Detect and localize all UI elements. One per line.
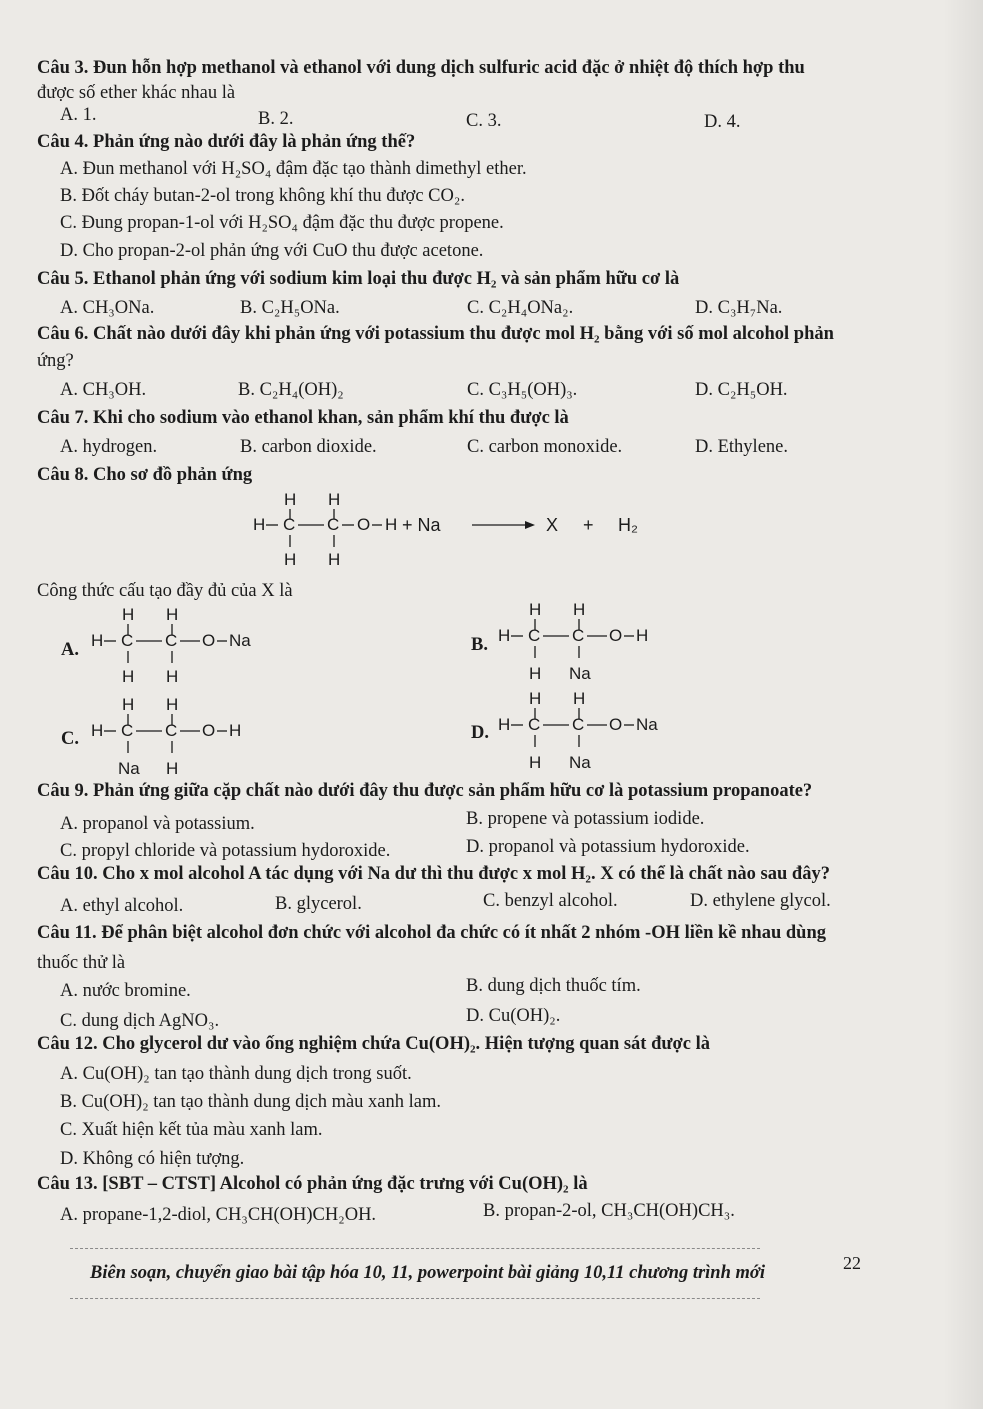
q10-option-b: B. glycerol. — [275, 894, 362, 914]
q7-option-c: C. carbon monoxide. — [467, 437, 623, 457]
q10-option-d: D. ethylene glycol. — [690, 891, 831, 911]
q13-title: Câu 13. [SBT – CTST] Alcohol có phản ứng đặc trưng với Cu(OH)₂ là — [37, 1174, 588, 1194]
q13-option-b: B. propan-2-ol, CH₃CH(OH)CH₃. — [483, 1201, 735, 1221]
q5-option-c: C. C₂H₄ONa₂. — [467, 298, 574, 318]
atom-h: H — [229, 721, 242, 740]
atom-h: H — [573, 600, 586, 619]
q8-option-a-label: A. — [61, 640, 79, 660]
q13-option-a: A. propane-1,2-diol, CH₃CH(OH)CH₂OH. — [60, 1205, 377, 1225]
product-x: X — [546, 515, 559, 535]
atom-c: C — [327, 515, 340, 534]
q12-title: Câu 12. Cho glycerol dư vào ống nghiệm chứa Cu(OH)₂. Hiện tượng quan sát được là — [37, 1034, 710, 1054]
q6-line1: Câu 6. Chất nào dưới đây khi phản ứng với potassium thu được mol H₂ bằng với số mol alcohol phản — [37, 324, 834, 344]
q3-line2: được số ether khác nhau là — [37, 83, 236, 103]
q6-line2: ứng? — [37, 351, 74, 371]
q5-option-b: B. C₂H₅ONa. — [240, 298, 340, 318]
q8-prompt: Công thức cấu tạo đầy đủ của X là — [37, 581, 293, 601]
atom-h: H — [385, 515, 398, 534]
q8-option-d-structure — [495, 686, 695, 778]
q11-option-d: D. Cu(OH)₂. — [466, 1006, 561, 1026]
q12-option-c: C. Xuất hiện kết tủa màu xanh lam. — [60, 1120, 323, 1140]
reaction-arrow-icon — [525, 521, 535, 529]
atom-h: H — [498, 715, 511, 734]
q6-option-c: C. C₃H₅(OH)₃. — [467, 380, 578, 400]
atom-o: O — [357, 515, 371, 534]
atom-h: H — [91, 721, 104, 740]
q6-option-a: A. CH₃OH. — [60, 380, 147, 400]
atom-o: O — [609, 626, 623, 645]
atom-c: C — [528, 715, 541, 734]
q11-line1: Câu 11. Để phân biệt alcohol đơn chức với alcohol đa chức có ít nhất 2 nhóm -OH liền kề nhau dùng — [37, 923, 826, 943]
q8-option-c-structure — [88, 692, 288, 784]
atom-h: H — [529, 753, 542, 772]
footer-text: Biên soạn, chuyển giao bài tập hóa 10, 11, powerpoint bài giảng 10,11 chương trình mới — [90, 1263, 765, 1283]
atom-h: H — [529, 664, 542, 683]
q3-line1: Câu 3. Đun hỗn hợp methanol và ethanol với dung dịch sulfuric acid đặc ở nhiệt độ thích hợp thu — [37, 58, 805, 78]
q11-option-b: B. dung dịch thuốc tím. — [466, 976, 641, 996]
atom-o: O — [202, 721, 216, 740]
q12-option-a: A. Cu(OH)₂ tan tạo thành dung dịch trong suốt. — [60, 1064, 412, 1084]
q9-option-a: A. propanol và potassium. — [60, 814, 255, 834]
q5-option-a: A. CH₃ONa. — [60, 298, 155, 318]
q3-option-a: A. 1. — [60, 105, 97, 125]
q7-title: Câu 7. Khi cho sodium vào ethanol khan, sản phẩm khí thu được là — [37, 408, 569, 428]
atom-na: Na — [569, 664, 591, 683]
atom-na: Na — [118, 759, 140, 778]
q4-option-d: D. Cho propan-2-ol phản ứng với CuO thu được acetone. — [60, 241, 484, 261]
q3-option-b: B. 2. — [258, 109, 294, 129]
atom-h: H — [253, 515, 266, 534]
q8-option-a-structure — [88, 602, 288, 692]
atom-h: H — [284, 490, 297, 509]
atom-h: H — [166, 759, 179, 778]
atom-h: H — [122, 695, 135, 714]
q7-option-d: D. Ethylene. — [695, 437, 788, 457]
atom-c: C — [283, 515, 296, 534]
atom-na: Na — [229, 631, 251, 650]
atom-h: H — [122, 605, 135, 624]
atom-h: H — [529, 689, 542, 708]
atom-c: C — [121, 631, 134, 650]
q12-option-b: B. Cu(OH)₂ tan tạo thành dung dịch màu xanh lam. — [60, 1092, 442, 1112]
q3-option-c: C. 3. — [466, 111, 502, 131]
reaction-scheme — [250, 485, 670, 575]
atom-c: C — [121, 721, 134, 740]
atom-h: H — [122, 667, 135, 686]
q8-title: Câu 8. Cho sơ đồ phản ứng — [37, 465, 253, 485]
q6-option-d: D. C₂H₅OH. — [695, 380, 788, 400]
q9-option-c: C. propyl chloride và potassium hydoroxide. — [60, 841, 391, 861]
footer-divider-bottom — [70, 1298, 760, 1299]
q11-line2: thuốc thử là — [37, 953, 126, 973]
atom-h: H — [328, 490, 341, 509]
q7-option-a: A. hydrogen. — [60, 437, 158, 457]
atom-h: H — [91, 631, 104, 650]
atom-o: O — [202, 631, 216, 650]
atom-na: Na — [569, 753, 591, 772]
q12-option-d: D. Không có hiện tượng. — [60, 1149, 245, 1169]
q4-option-a: A. Đun methanol với H₂SO₄ đậm đặc tạo thành dimethyl ether. — [60, 159, 527, 179]
footer-divider-top — [70, 1248, 760, 1249]
atom-c: C — [528, 626, 541, 645]
atom-na: Na — [636, 715, 658, 734]
q5-title: Câu 5. Ethanol phản ứng với sodium kim loại thu được H₂ và sản phẩm hữu cơ là — [37, 269, 680, 289]
atom-c: C — [572, 626, 585, 645]
product-h2: H₂ — [618, 515, 638, 535]
q9-title: Câu 9. Phản ứng giữa cặp chất nào dưới đây thu được sản phẩm hữu cơ là potassium propanoate? — [37, 781, 813, 801]
q10-title: Câu 10. Cho x mol alcohol A tác dụng với Na dư thì thu được x mol H₂. X có thể là chất nào sau đây? — [37, 864, 830, 884]
atom-h: H — [284, 550, 297, 569]
q7-option-b: B. carbon dioxide. — [240, 437, 377, 457]
page-number: 22 — [843, 1253, 861, 1273]
q8-option-b-label: B. — [471, 635, 488, 655]
q6-option-b: B. C₂H₄(OH)₂ — [238, 380, 344, 400]
atom-h: H — [636, 626, 649, 645]
q8-option-d-label: D. — [471, 723, 489, 743]
q4-title: Câu 4. Phản ứng nào dưới đây là phản ứng thế? — [37, 132, 416, 152]
atom-c: C — [165, 721, 178, 740]
q9-option-d: D. propanol và potassium hydoroxide. — [466, 837, 750, 857]
plus-sign: + — [583, 515, 594, 535]
q8-option-b-structure — [495, 597, 695, 689]
atom-c: C — [572, 715, 585, 734]
atom-h: H — [166, 695, 179, 714]
q3-option-d: D. 4. — [704, 112, 741, 132]
atom-h: H — [529, 600, 542, 619]
atom-h: H — [328, 550, 341, 569]
q4-option-c: C. Đung propan-1-ol với H₂SO₄ đậm đặc thu được propene. — [60, 213, 504, 233]
q10-option-a: A. ethyl alcohol. — [60, 896, 184, 916]
atom-h: H — [498, 626, 511, 645]
page-edge-shadow — [943, 0, 983, 1409]
atom-c: C — [165, 631, 178, 650]
atom-h: H — [166, 605, 179, 624]
q11-option-c: C. dung dịch AgNO₃. — [60, 1011, 220, 1031]
q4-option-b: B. Đốt cháy butan-2-ol trong không khí thu được CO₂. — [60, 186, 465, 206]
q10-option-c: C. benzyl alcohol. — [483, 891, 618, 911]
atom-h: H — [166, 667, 179, 686]
atom-o: O — [609, 715, 623, 734]
q5-option-d: D. C₃H₇Na. — [695, 298, 783, 318]
q9-option-b: B. propene và potassium iodide. — [466, 809, 705, 829]
plus-na: + Na — [402, 515, 441, 535]
atom-h: H — [573, 689, 586, 708]
q11-option-a: A. nước bromine. — [60, 981, 191, 1001]
q8-option-c-label: C. — [61, 729, 79, 749]
